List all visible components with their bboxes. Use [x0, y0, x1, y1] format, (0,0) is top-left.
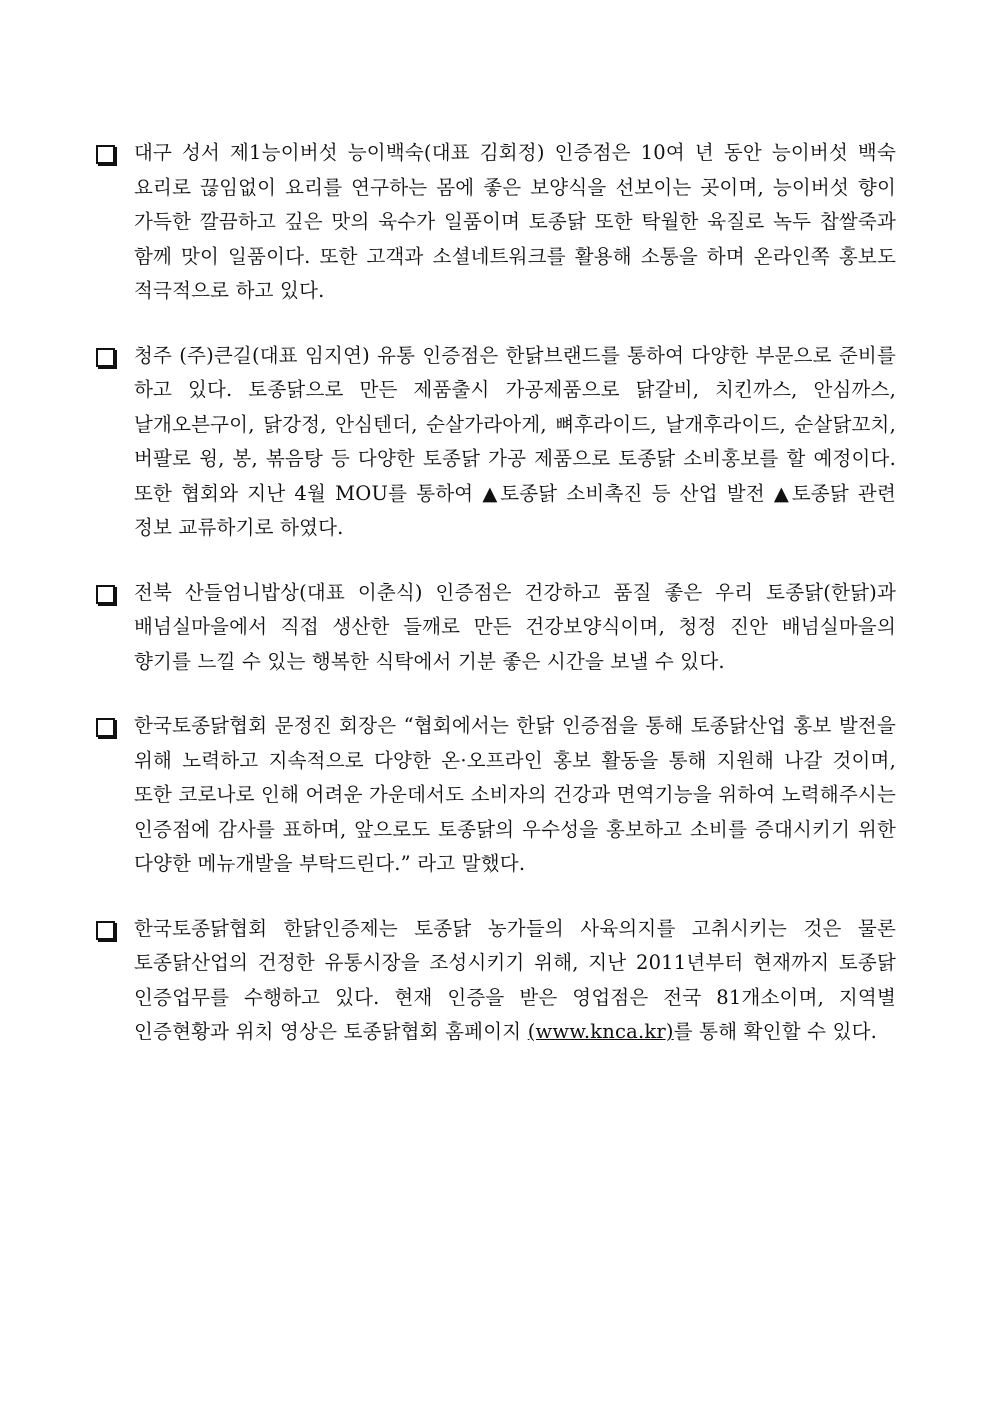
checkbox-bullet-icon — [96, 348, 115, 367]
certification-text-after-link: 를 통해 확인할 수 있다. — [673, 1020, 878, 1043]
checkbox-bullet-icon — [96, 921, 115, 940]
bullet-item-4 — [96, 709, 896, 882]
checkbox-bullet-icon — [96, 585, 115, 604]
document-body — [96, 136, 896, 1080]
knca-homepage-link[interactable]: (www.knca.kr) — [527, 1020, 674, 1043]
bullet-item-1 — [96, 136, 896, 309]
certification-text-before-link: 한국토종닭협회 한닭인증제는 토종닭 농가들의 사육의지를 고취시키는 것은 물론 토종닭산업의 건정한 유통시장을 조성시키기 위해, 지난 2011년부터 현재까지 토종닭 인증업무를 수행하고 있다. 현재 인증을 받은 영업점은 전국 81개소이며, 지역별 인증현황과 위치 영상은 토종닭협회 홈페이지 — [134, 916, 896, 1043]
checkbox-bullet-icon — [96, 718, 115, 737]
paragraph-chairman-quote: 한국토종닭협회 문정진 회장은 “협회에서는 한닭 인증점을 통해 토종닭산업 홍보 발전을 위해 노력하고 지속적으로 다양한 온·오프라인 홍보 활동을 통해 지원해 나갈 것이며, 또한 코로나로 인해 어려운 가운데서도 소비자의 건강과 면역기능을 위하여 노력해주시는 인증점에 감사를 표하며, 앞으로도 토종닭의 우수성을 홍보하고 소비를 증대시키기 위한 다양한 메뉴개발을 부탁드린다.” 라고 말했다. — [134, 714, 896, 875]
bullet-item-5 — [96, 912, 896, 1050]
paragraph-jeonbuk-store: 전북 산들엄니밥상(대표 이춘식) 인증점은 건강하고 품질 좋은 우리 토종닭(한닭)과 배넘실마을에서 직접 생산한 들깨로 만든 건강보양식이며, 청정 진안 배넘실마을의 향기를 느낄 수 있는 행복한 식탁에서 기분 좋은 시간을 보낼 수 있다. — [134, 580, 896, 673]
paragraph-certification-info — [134, 912, 896, 1050]
bullet-item-3 — [96, 576, 896, 680]
bullet-item-2 — [96, 339, 896, 546]
paragraph-daegu-store: 대구 성서 제1능이버섯 능이백숙(대표 김회정) 인증점은 10여 년 동안 능이버섯 백숙 요리로 끊임없이 요리를 연구하는 몸에 좋은 보양식을 선보이는 곳이며, 능이버섯 향이 가득한 깔끔하고 깊은 맛의 육수가 일품이며 토종닭 또한 탁월한 육질로 녹두 찹쌀죽과 함께 맛이 일품이다. 또한 고객과 소셜네트워크를 활용해 소통을 하며 온라인쪽 홍보도 적극적으로 하고 있다. — [134, 141, 896, 302]
checkbox-bullet-icon — [96, 145, 115, 164]
paragraph-cheongju-store: 청주 (주)큰길(대표 임지연) 유통 인증점은 한닭브랜드를 통하여 다양한 부문으로 준비를 하고 있다. 토종닭으로 만든 제품출시 가공제품으로 닭갈비, 치킨까스, 안심까스, 날개오븐구이, 닭강정, 안심텐더, 순살가라아게, 뼈후라이드, 날개후라이드, 순살닭꼬치, 버팔로 윙, 봉, 볶음탕 등 다양한 토종닭 가공 제품으로 토종닭 소비홍보를 할 예정이다. 또한 협회와 지난 4월 MOU를 통하여 ▲토종닭 소비촉진 등 산업 발전 ▲토종닭 관련 정보 교류하기로 하였다. — [134, 343, 896, 539]
